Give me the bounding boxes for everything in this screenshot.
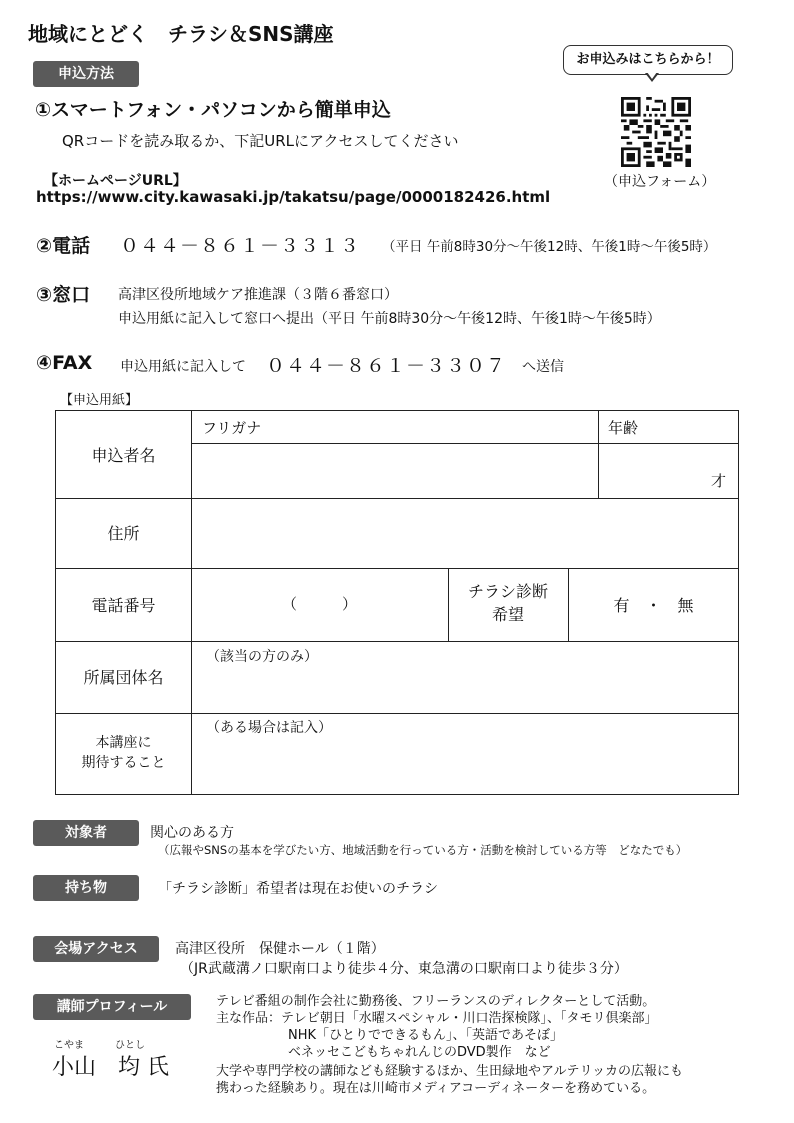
ruby-given: ひとし	[115, 1040, 145, 1051]
label-group: 所属団体名	[83, 668, 164, 687]
bring-badge: 持ち物	[33, 875, 139, 901]
group-input[interactable]	[196, 666, 734, 708]
application-form	[55, 410, 739, 795]
form-label: 【申込用紙】	[60, 393, 139, 408]
venue-access: （JR武蔵溝ノ口駅南口より徒歩４分、東急溝の口駅南口より徒歩３分）	[180, 961, 628, 977]
counter-instructions: 申込用紙に記入して窓口へ提出（平日 午前8時30分～午後12時、午後1時～午後5時）	[118, 311, 661, 327]
name-input[interactable]	[204, 446, 589, 496]
venue-text: 高津区役所 保健ホール（１階）	[175, 941, 385, 957]
label-applicant-name: 申込者名	[91, 446, 156, 465]
method-badge: 申込方法	[33, 61, 139, 87]
ruby-family: こやま	[54, 1040, 84, 1051]
profile-line1: テレビ番組の制作会社に勤務後、フリーランスのディレクターとして活動。	[216, 994, 656, 1009]
lecturer-name: 小山 均 氏	[52, 1055, 169, 1080]
phone-number: ０４４－８６１－３３１３	[120, 235, 361, 257]
page-title: 地域にとどく チラシ＆SNS講座	[28, 22, 334, 46]
label-expect-line2: 期待すること	[81, 755, 166, 771]
method4-heading: ④FAX	[36, 352, 93, 374]
label-age: 年齢	[608, 419, 639, 437]
profile-line6: 携わった経験あり。現在は川崎市メディアコーディネーターを務めている。	[216, 1081, 656, 1096]
method1-desc: QRコードを読み取るか、下記URLにアクセスしてください	[62, 132, 459, 150]
qr-code-icon[interactable]	[621, 97, 691, 167]
phone-input[interactable]: （ ）	[281, 595, 357, 613]
profile-line3: NHK「ひとりでできるもん」、「英語であそぼ」	[288, 1028, 564, 1043]
expect-note: （ある場合は記入）	[206, 720, 332, 736]
counter-location: 高津区役所地域ケア推進課（３階６番窓口）	[118, 287, 398, 303]
apply-bubble: お申込みはこちらから！	[563, 45, 733, 75]
label-address: 住所	[107, 524, 140, 543]
method1-heading: ①スマートフォン・パソコンから簡単申込	[35, 99, 391, 121]
profile-line2: 主な作品：テレビ朝日「水曜スペシャル・川口浩探検隊」、「タモリ倶楽部」	[216, 1011, 658, 1026]
fax-number: ０４４－８６１－３３０７	[266, 355, 507, 377]
method2-heading: ②電話	[36, 235, 91, 257]
url-label: 【ホームページURL】	[44, 173, 187, 189]
homepage-url[interactable]: https://www.city.kawasaki.jp/takatsu/page/0000182426.html	[36, 188, 551, 206]
flyer-options[interactable]: 有 ・ 無	[613, 596, 694, 615]
fax-pre: 申込用紙に記入して	[120, 359, 246, 375]
label-flyer-line2: 希望	[491, 605, 524, 624]
profile-line4: ベネッセこどもちゃれんじのDVD製作 など	[288, 1045, 551, 1060]
bring-text: 「チラシ診断」希望者は現在お使いのチラシ	[158, 881, 438, 897]
label-expect-line1: 本講座に	[95, 735, 152, 751]
address-input[interactable]	[196, 503, 734, 563]
target-text: 関心のある方	[150, 825, 234, 841]
venue-badge: 会場アクセス	[33, 936, 159, 962]
qr-caption: （申込フォーム）	[604, 174, 716, 190]
age-unit: 才	[711, 472, 727, 490]
method3-heading: ③窓口	[36, 284, 91, 306]
expect-input[interactable]	[196, 737, 734, 789]
fax-post: へ送信	[522, 359, 564, 375]
group-note: （該当の方のみ）	[206, 649, 318, 665]
label-phone: 電話番号	[91, 596, 156, 615]
target-sub: （広報やSNSの基本を学びたい方、地域活動を行っている方・活動を検討している方等 どなたでも）	[158, 843, 688, 857]
label-furigana: フリガナ	[202, 419, 262, 437]
phone-hours: （平日 午前8時30分～午後12時、午後1時～午後5時）	[382, 239, 717, 255]
target-badge: 対象者	[33, 820, 139, 846]
profile-line5: 大学や専門学校の講師なども経験するほか、生田緑地やアルテリッカの広報にも	[216, 1064, 683, 1079]
profile-badge: 講師プロフィール	[33, 994, 191, 1020]
label-flyer-line1: チラシ診断	[467, 582, 548, 601]
